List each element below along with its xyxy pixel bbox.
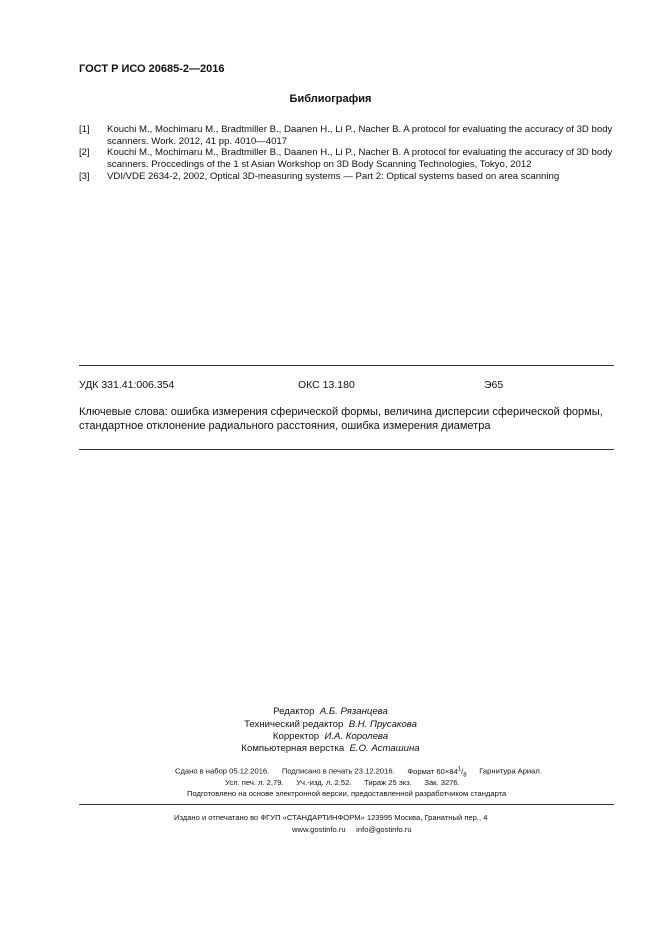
staff-role: Корректор [272,731,320,742]
reference-text: Kouchi M., Mochimaru M., Bradtmiller B., Daanen H., Li P., Nacher B. A protocol for evaluating the accuracy of 3D body scanners. Proccedings of the 1 st Asian Workshop on 3D Body Scanning Technologies, Tokyo, 2012 [107,147,613,170]
oks-code: ОКС 13.180 [298,379,355,391]
staff-role: Технический редактор [244,719,344,730]
staff-role: Компьютерная верстка [241,743,345,754]
staff-role: Редактор [273,706,315,717]
typeface: Гарнитура Ариал. [479,766,542,776]
keywords: Ключевые слова: ошибка измерения сферической формы, величина дисперсии сферической формы, стандартное отклонение радиального расстояния, ошибка измерения диаметра [79,406,603,432]
staff-name: В.Н. Прусакова [348,719,417,730]
reference-text: VDI/VDE 2634-2, 2002, Optical 3D-measuring systems — Part 2: Optical systems based on area scanning [107,171,560,182]
website-link[interactable]: www.gostinfo.ru [292,825,346,834]
order-number: Зак. 3276. [424,778,460,787]
divider-imprint [79,804,614,805]
staff-name: А.Б. Рязанцева [319,706,388,717]
staff-editor [0,706,661,717]
publisher: Издано и отпечатано во ФГУП «СТАНДАРТИНФОРМ» 123995 Москва, Гранатный пер., 4 [174,813,488,822]
staff-tech-editor [0,719,661,730]
udk-code: УДК 331.41:006.354 [79,379,175,391]
classifier-code: Э65 [484,379,504,391]
contacts [292,825,412,834]
staff-corrector [0,731,661,742]
prepared-note: Подготовлено на основе электронной версии, предоставленной разработчиком стандарта [187,789,507,798]
signed-date: Подписано в печать 23.12.2016. [281,766,395,776]
imprint-line-1 [175,766,542,778]
staff-name: Е.О. Асташина [349,743,420,754]
reference-number: [3] [79,171,90,182]
email-link[interactable]: info@gostinfo.ru [356,825,412,834]
staff-layout [0,743,661,754]
divider-bottom [79,449,614,450]
reference-number: [2] [79,147,90,158]
divider-top [79,365,614,366]
print-sheets: Усл. печ. л. 2,79. [225,778,284,787]
submitted-date: Сдано в набор 05.12.2016. [175,766,270,776]
standard-number: ГОСТ Р ИСО 20685-2—2016 [79,63,225,75]
format: Формат $60\times 84^1/_8$ [407,766,467,779]
reference-text: Kouchi M., Mochimaru M., Bradtmiller B., Daanen H., Li P., Nacher B. A protocol for evaluating the accuracy of 3D body scanners. Work. 2012, 41 pp. 4010—4017 [107,124,613,147]
print-run: Тираж 25 экз. [364,778,412,787]
staff-name: И.А. Королева [324,731,389,742]
pub-sheets: Уч.-изд. л. 2,52. [296,778,352,787]
imprint-line-2 [225,778,460,787]
reference-number: [1] [79,124,90,135]
bibliography-title: Библиография [289,93,372,105]
